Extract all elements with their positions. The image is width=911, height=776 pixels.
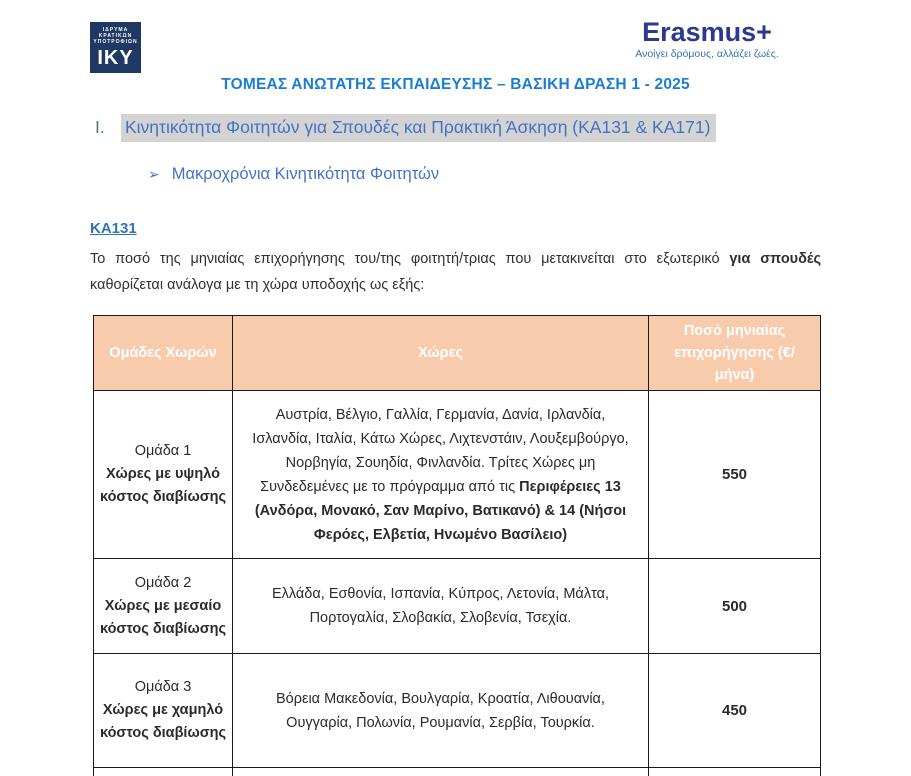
group-desc: Χώρες με υψηλό κόστος διαβίωσης	[99, 466, 227, 505]
amount-cell-3: 450	[649, 654, 821, 768]
iky-logo-acronym: IKY	[97, 46, 134, 69]
page-title: ΤΟΜΕΑΣ ΑΝΩΤΑΤΗΣ ΕΚΠΑΙΔΕΥΣΗΣ – ΒΑΣΙΚΗ ΔΡΑΣΗ 1 - 2025	[221, 76, 690, 93]
countries-cell-3	[233, 654, 649, 768]
table-row-partial	[94, 768, 821, 776]
intro-line2: καθορίζεται ανάλογα με τη χώρα υποδοχής ως εξής:	[90, 277, 425, 293]
erasmus-tagline: Ανοίγει δρόμους, αλλάζει ζωές.	[635, 48, 779, 60]
amount-cell-1: 550	[649, 391, 821, 559]
heading-student-mobility	[95, 114, 716, 142]
partial-cell	[94, 768, 233, 776]
countries-cell-2	[233, 559, 649, 654]
erasmus-logo	[612, 18, 802, 60]
countries-regular: Αυστρία, Βέλγιο, Γαλλία, Γερμανία, Δανία, Ιρλανδία, Ισλανδία, Ιταλία, Κάτω Χώρες, Λιχτενστάιν, Λουξεμβούργο, Νορβηγία, Σουηδία, Φινλανδία. Τρίτες Χώρες μη Συνδεδεμένες με το πρόγραμμα από τις	[252, 406, 629, 495]
erasmus-wordmark: Erasmus+	[642, 17, 772, 47]
table-row	[94, 391, 821, 559]
group-label: Ομάδα 1	[134, 443, 192, 459]
grants-table	[93, 315, 821, 776]
iky-logo-line3: ΥΠΟΤΡΟΦΙΩΝ	[93, 38, 138, 45]
iky-logo-line2: ΚΡΑΤΙΚΩΝ	[98, 32, 133, 39]
bullet-text: Μακροχρόνια Κινητικότητα Φοιτητών	[171, 165, 440, 183]
heading-highlighted-text: Κινητικότητα Φοιτητών για Σπουδές και Πρακτική Άσκηση (ΚΑ131 & ΚΑ171)	[121, 114, 716, 142]
intro-paragraph	[90, 246, 821, 298]
iky-logo-line1: ΙΔΡΥΜΑ	[102, 26, 129, 33]
group-label: Ομάδα 2	[134, 574, 192, 591]
table-row	[94, 654, 821, 768]
intro-line1-regular: Το ποσό της μηνιαίας επιχορήγησης του/της φοιτητή/τριας που μετακινείται στο εξωτερικό	[90, 251, 730, 267]
iky-logo	[90, 22, 141, 73]
group-cell-2	[94, 559, 233, 654]
arrow-bullet-icon: ➢	[148, 166, 160, 182]
group-cell-1	[94, 391, 233, 559]
group-desc: Χώρες με μεσαίο κόστος διαβίωσης	[99, 597, 227, 637]
intro-line1	[90, 246, 821, 272]
bullet-long-term-mobility	[148, 165, 439, 184]
group-cell-3	[94, 654, 233, 768]
section-label-ka131: ΚΑ131	[90, 220, 137, 237]
countries-regular: Βόρεια Μακεδονία, Βουλγαρία, Κροατία, Λιθουανία, Ουγγαρία, Πολωνία, Ρουμανία, Σερβία, Τουρκία.	[276, 690, 605, 731]
partial-cell	[233, 768, 649, 776]
intro-line1-bold: για σπουδές	[729, 251, 821, 267]
group-label: Ομάδα 3	[134, 679, 192, 695]
table-header-row	[94, 316, 821, 391]
table-row	[94, 559, 821, 654]
countries-cell-1	[233, 391, 649, 559]
header-countries: Χώρες	[233, 316, 649, 391]
countries-regular: Ελλάδα, Εσθονία, Ισπανία, Κύπρος, Λετονία, Μάλτα, Πορτογαλία, Σλοβακία, Σλοβενία, Τσεχία.	[271, 586, 610, 626]
header-country-groups: Ομάδες Χωρών	[94, 316, 233, 391]
header-monthly-amount: Ποσό μηνιαίας επιχορήγησης (€/μήνα)	[649, 316, 821, 391]
partial-cell	[649, 768, 821, 776]
heading-numeral: I.	[95, 117, 105, 137]
group-desc: Χώρες με χαμηλό κόστος διαβίωσης	[99, 702, 227, 741]
countries-bold: Περιφέρειες 13 (Ανδόρα, Μονακό, Σαν Μαρίνο, Βατικανό) & 14 (Νήσοι Φερόες, Ελβετία, Ηνωμένο Βασίλειο)	[254, 478, 627, 543]
amount-cell-2: 500	[649, 559, 821, 654]
